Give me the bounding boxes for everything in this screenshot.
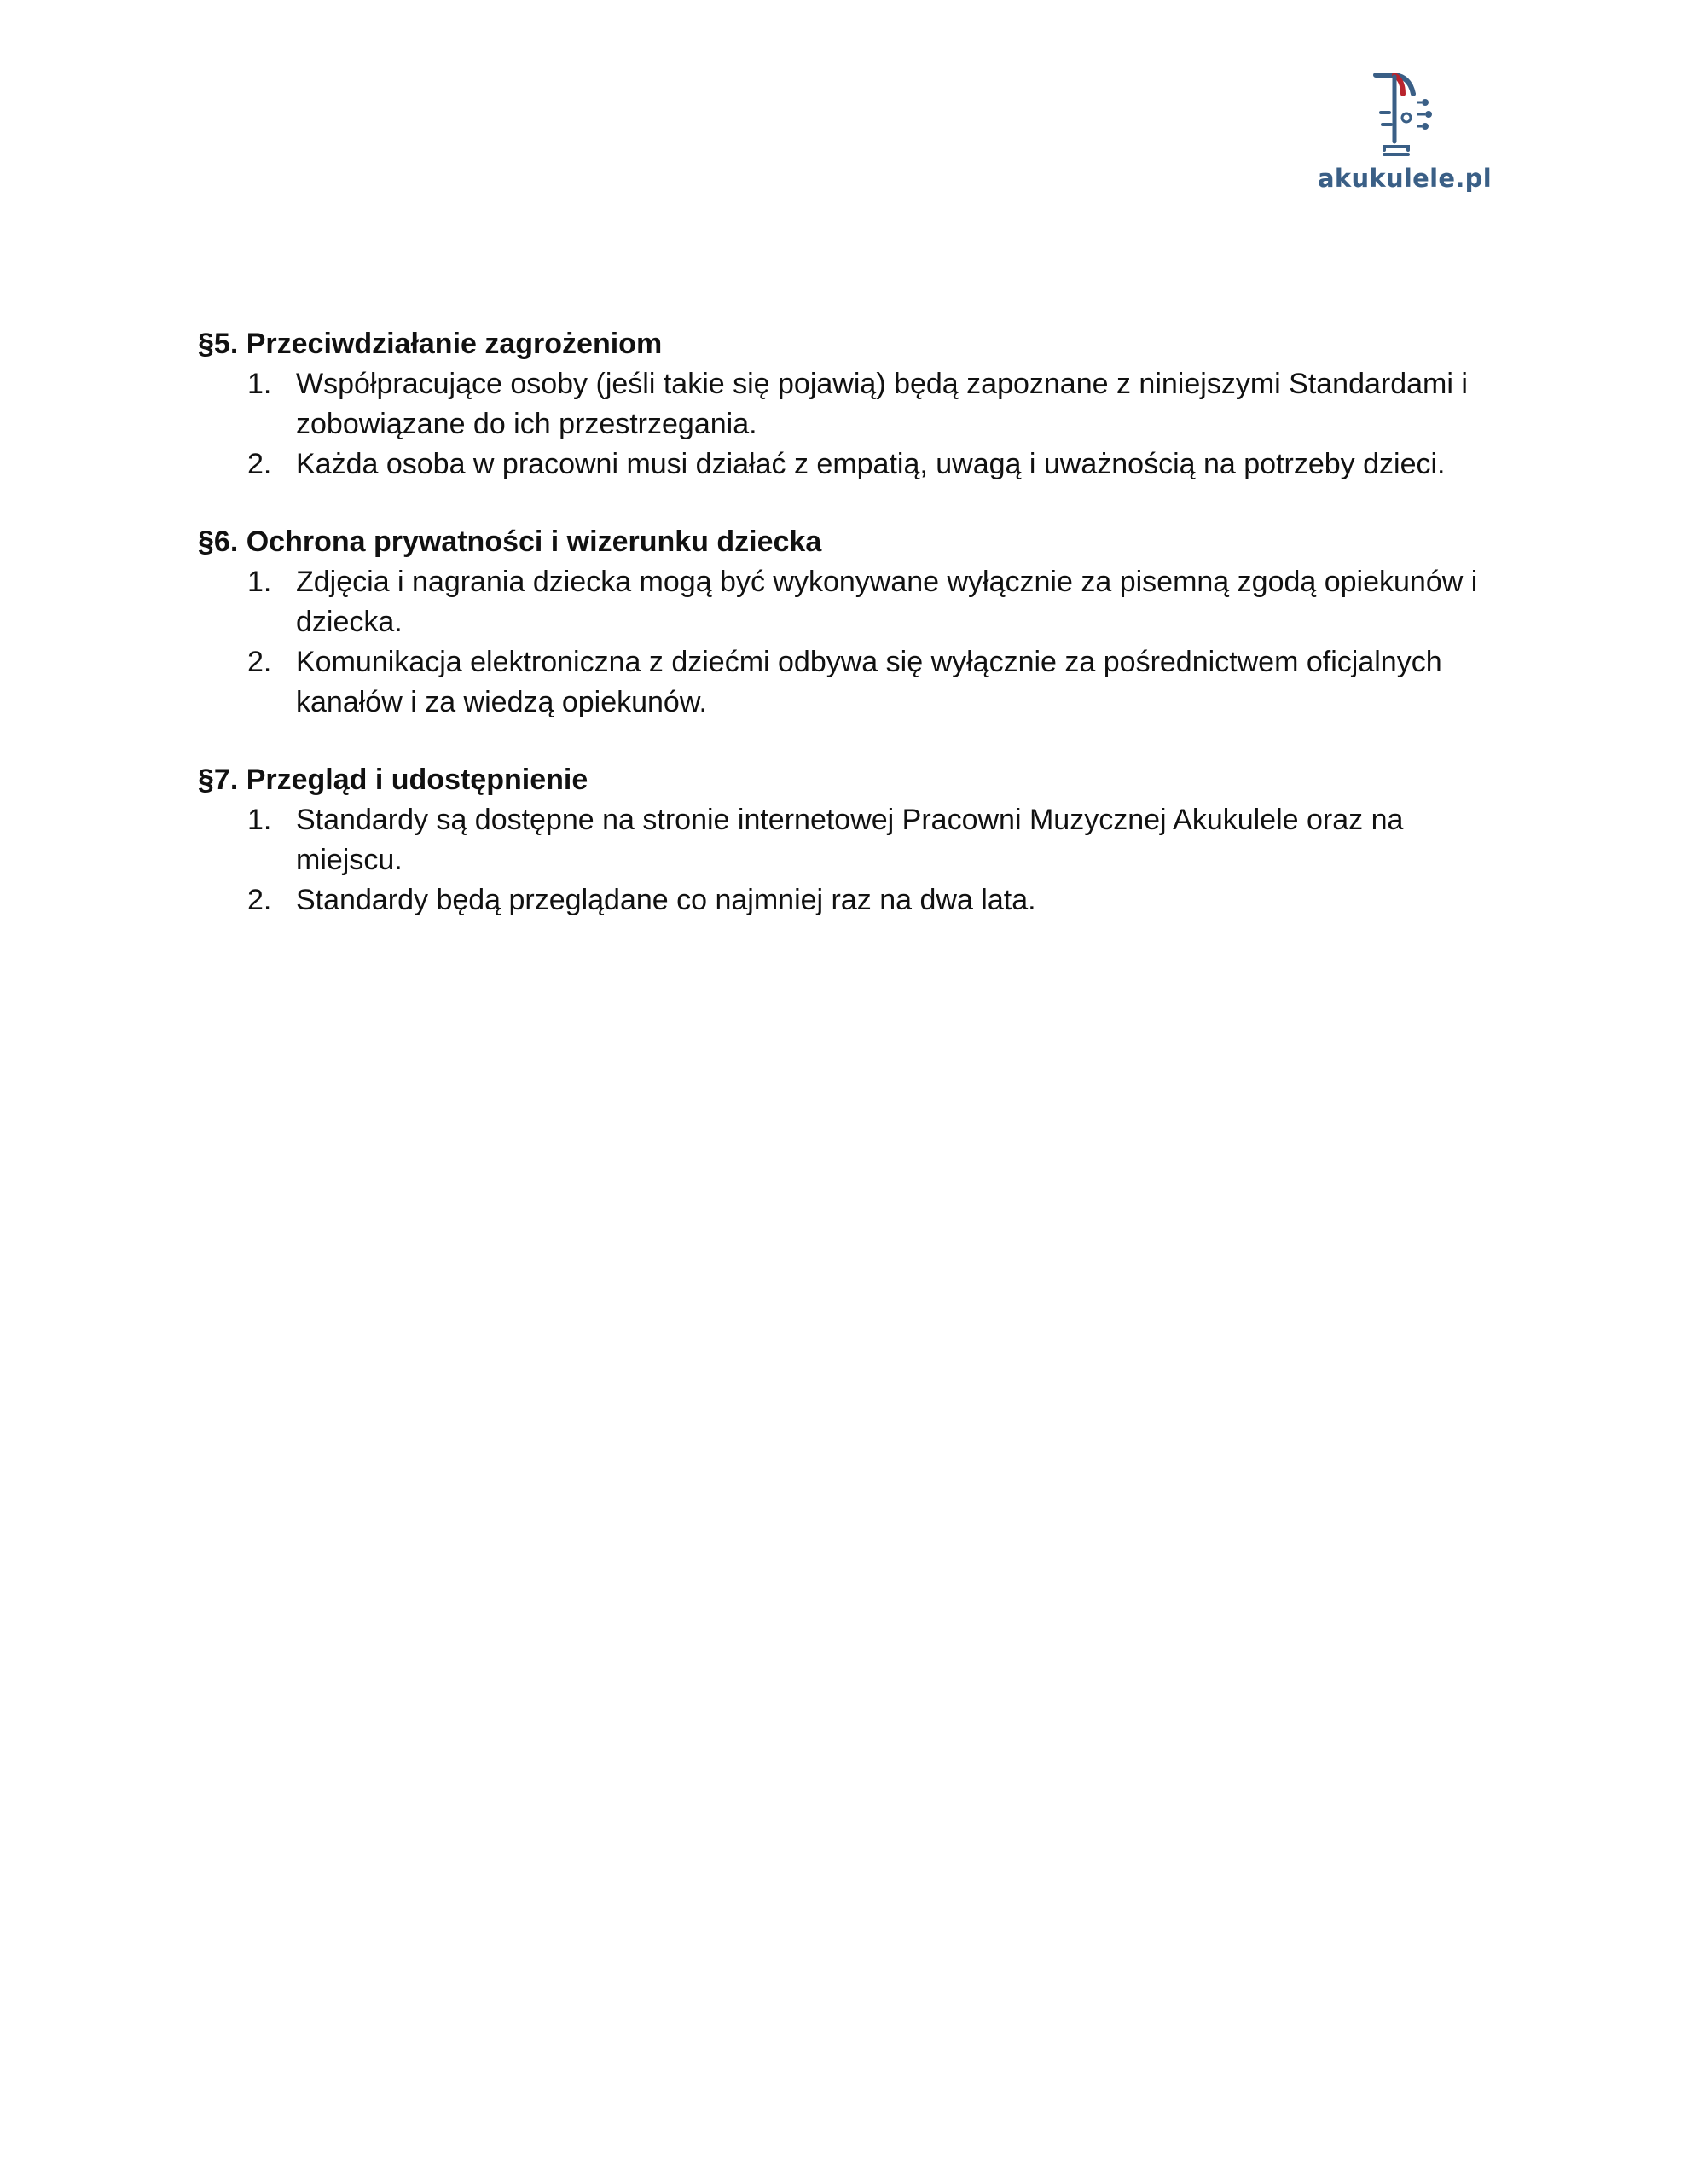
list-item [198, 364, 1511, 444]
list-item [198, 562, 1511, 642]
item-number: 1. [247, 368, 272, 400]
section-7 [198, 760, 1511, 921]
list-item [198, 444, 1511, 485]
section-list [198, 800, 1511, 921]
logo-text: akukulele.pl [1318, 164, 1492, 193]
item-number: 1. [247, 566, 272, 598]
list-item [198, 800, 1511, 880]
item-text: Standardy będą przeglądane co najmniej raz na dwa lata. [296, 884, 1036, 916]
list-item [198, 880, 1511, 921]
list-item [198, 642, 1511, 723]
item-number: 1. [247, 804, 272, 836]
section-5 [198, 324, 1511, 485]
section-heading: §6. Ochrona prywatności i wizerunku dziecka [198, 526, 822, 558]
logo [1318, 68, 1492, 205]
item-number: 2. [247, 646, 272, 678]
item-text: Każda osoba w pracowni musi działać z empatią, uwagą i uważnością na potrzeby dzieci. [296, 448, 1446, 480]
item-number: 2. [247, 884, 272, 916]
section-6 [198, 522, 1511, 723]
section-list [198, 364, 1511, 485]
item-number: 2. [247, 448, 272, 480]
item-text: Komunikacja elektroniczna z dziećmi odbywa się wyłącznie za pośrednictwem oficjalnych kanałów i za wiedzą opiekunów. [296, 646, 1442, 718]
section-list [198, 562, 1511, 723]
document-body [198, 324, 1511, 958]
section-heading: §5. Przeciwdziałanie zagrożeniom [198, 328, 663, 360]
item-text: Współpracujące osoby (jeśli takie się pojawią) będą zapoznane z niniejszymi Standardami i zobowiązane do ich przestrzegania. [296, 368, 1468, 440]
item-text: Zdjęcia i nagrania dziecka mogą być wykonywane wyłącznie za pisemną zgodą opiekunów i dziecka. [296, 566, 1478, 638]
item-text: Standardy są dostępne na stronie internetowej Pracowni Muzycznej Akukulele oraz na miejscu. [296, 804, 1404, 876]
akukulele-logo-icon [1360, 68, 1446, 162]
section-heading: §7. Przegląd i udostępnienie [198, 764, 588, 796]
